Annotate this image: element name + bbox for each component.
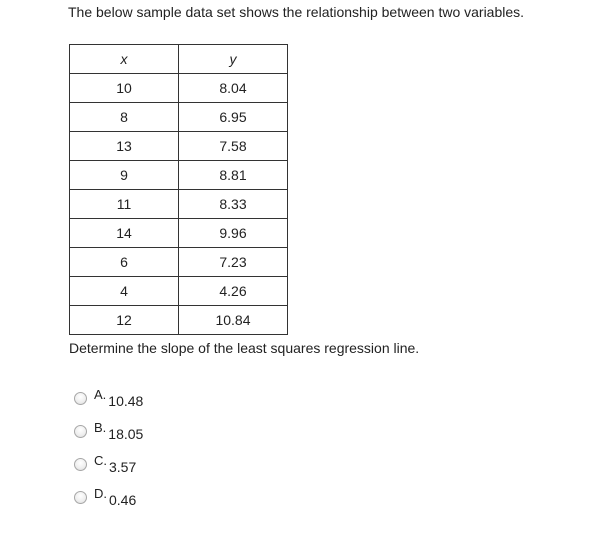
table-row — [70, 306, 288, 335]
cell-x: 4 — [70, 277, 179, 306]
option-value: 18.05 — [108, 426, 144, 442]
cell-y: 8.04 — [179, 74, 288, 103]
option-value: 10.48 — [108, 393, 144, 409]
cell-y: 7.58 — [179, 132, 288, 161]
cell-x: 6 — [70, 248, 179, 277]
table-row — [70, 103, 288, 132]
cell-x: 10 — [70, 74, 179, 103]
table-row — [70, 74, 288, 103]
column-header-y: y — [179, 45, 288, 74]
answer-options — [74, 385, 143, 517]
cell-y: 7.23 — [179, 248, 288, 277]
cell-y: 4.26 — [179, 277, 288, 306]
option-d[interactable] — [74, 484, 143, 517]
radio-button-a[interactable] — [74, 392, 87, 405]
option-c[interactable] — [74, 451, 143, 484]
cell-x: 8 — [70, 103, 179, 132]
cell-y: 8.33 — [179, 190, 288, 219]
radio-button-c[interactable] — [74, 458, 87, 471]
data-table — [69, 44, 288, 335]
cell-y: 8.81 — [179, 161, 288, 190]
option-letter: D. — [94, 486, 107, 501]
table-row — [70, 161, 288, 190]
option-letter: B. — [94, 420, 107, 435]
table-row — [70, 277, 288, 306]
cell-y: 6.95 — [179, 103, 288, 132]
column-header-x: x — [70, 45, 179, 74]
cell-x: 11 — [70, 190, 179, 219]
table-row — [70, 132, 288, 161]
cell-x: 9 — [70, 161, 179, 190]
option-a[interactable] — [74, 385, 143, 418]
cell-y: 9.96 — [179, 219, 288, 248]
option-letter: C. — [94, 453, 107, 468]
intro-text: The below sample data set shows the relationship between two variables. — [68, 4, 525, 20]
cell-x: 13 — [70, 132, 179, 161]
cell-y: 10.84 — [179, 306, 288, 335]
cell-x: 12 — [70, 306, 179, 335]
table-row — [70, 190, 288, 219]
option-value: 0.46 — [109, 492, 137, 508]
radio-button-d[interactable] — [74, 491, 87, 504]
option-value: 3.57 — [109, 459, 137, 475]
table-header-row — [70, 45, 288, 74]
option-letter: A. — [94, 387, 107, 402]
radio-button-b[interactable] — [74, 425, 87, 438]
cell-x: 14 — [70, 219, 179, 248]
table-row — [70, 248, 288, 277]
question-text: Determine the slope of the least squares regression line. — [69, 340, 420, 356]
table-row — [70, 219, 288, 248]
option-b[interactable] — [74, 418, 143, 451]
